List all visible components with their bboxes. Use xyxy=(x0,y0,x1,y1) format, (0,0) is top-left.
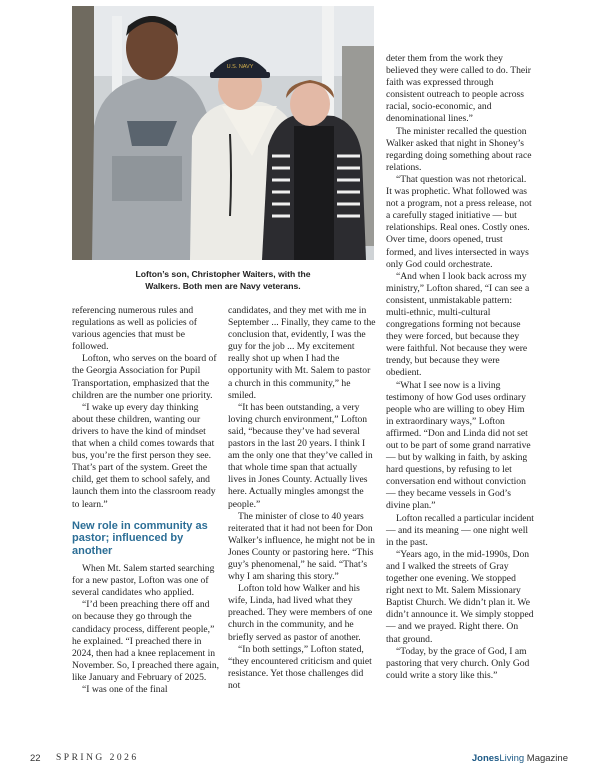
paragraph: “In both settings,” Lofton stated, “they encountered criticism and quiet resistance. Yet those challenges did not xyxy=(228,643,372,691)
paragraph: candidates, and they met with me in September ... Finally, they came to the conclusion that, evidently, I was the guy for the job ... My excitement really shot up when I had the opportunity with Mt. Salem to pastor a church in this community,” he smiled. xyxy=(228,305,376,401)
brand-magazine: Magazine xyxy=(524,753,568,764)
article-column-3 xyxy=(386,53,534,682)
paragraph: The minister of close to 40 years reiterated that it had not been for Don Walker’s influence, he might not be in Jones County or pastoring here. “This guy’s phenomenal,” he said. “That’s why I am sharing this story.” xyxy=(228,510,375,583)
cap-text: U.S. NAVY xyxy=(226,64,254,70)
paragraph: Lofton recalled a particular incident — and its meaning — one night well in the past. xyxy=(386,512,534,548)
article-column-1 xyxy=(72,305,220,696)
magazine-brand xyxy=(472,753,568,764)
paragraph: Lofton told how Walker and his wife, Linda, had lived what they preached. They were members of one church in the community, and he briefly served as pastor of another. xyxy=(228,583,373,643)
brand-jones: Jones xyxy=(471,753,500,764)
paragraph: “Today, by the grace of God, I am pastoring that very church. Only God could write a story like this.” xyxy=(386,645,530,681)
paragraph: “I’d been preaching there off and on because they go through the candidacy process, different people,” he explained. “I preached there in 2024, then had a knee replacement in November. So, I preached there again, like January and February of 2025. xyxy=(72,599,220,683)
brand-living: Living xyxy=(499,753,525,764)
caption-line-1: Lofton’s son, Christopher Waiters, with the xyxy=(135,269,311,279)
paragraph: The minister recalled the question Walker asked that night in Shoney’s regarding doing something about race relations. xyxy=(386,125,532,173)
paragraph: “What I see now is a living testimony of how God uses ordinary people who are willing to obey Him in extraordinary ways,” Lofton affirmed. “Don and Linda did not set out to be part of some grand narrative — but by walking in faith, by asking hard questions, by refusing to let conversation end without conviction — they became vessels in God’s divine plan.” xyxy=(386,379,531,512)
paragraph: referencing numerous rules and regulations as well as policies of various agencies that must be followed. xyxy=(72,305,197,353)
photo-illustration xyxy=(72,6,374,260)
paragraph: “I wake up every day thinking about these children, wanting our drivers to have the kind of mindset that when a child comes towards that bus, you’re the first person they see. That’s part of the system. Greet the child, get them to school safely, and launch them into the classroom ready to learn.” xyxy=(72,401,216,510)
article-photo xyxy=(72,6,374,260)
page-number: 22 xyxy=(30,753,41,764)
paragraph: “That question was not rhetorical. It was prophetic. What followed was not a program, not a press release, not a carefully staged initiative — but relationships. Real ones. Costly ones. Over time, doors opened, trust formed, and lives intersected in ways only God could orchestrate. xyxy=(386,173,532,270)
paragraph: deter them from the work they believed they were called to do. Their faith was expressed through consistent outreach to people across racial, socio-economic, and denominational lines.” xyxy=(386,53,532,125)
paragraph: “And when I look back across my ministry,” Lofton shared, “I can see a consistent, unmistakable pattern: multi-ethnic, multi-cultural congregations forming not because they were forced, but because they were faithful. Not because they were trendy, but because they were obedient. xyxy=(386,270,530,379)
paragraph: “It has been outstanding, a very loving church environment,” Lofton said, “because they’ve had several pastors in the last 20 years. I think I am the only one that they’ve called in that whole time span that actually lives in Jones County. Actually lives here. Actually mingles amongst the people.” xyxy=(228,401,373,510)
article-column-2 xyxy=(228,305,376,692)
section-subheading: New role in community as pastor; influenced by another xyxy=(72,519,208,557)
paragraph: When Mt. Salem started searching for a new pastor, Lofton was one of several candidates who applied. xyxy=(72,563,215,599)
photo-caption xyxy=(72,268,374,292)
paragraph: Lofton, who serves on the board of the Georgia Association for Pupil Transportation, emphasized that the children are the number one priority. xyxy=(72,353,217,401)
issue-label: SPRING 2026 xyxy=(56,753,139,763)
caption-line-2: Walkers. Both men are Navy veterans. xyxy=(145,281,301,291)
paragraph: “I was one of the final xyxy=(82,684,168,696)
paragraph: “Years ago, in the mid-1990s, Don and I walked the streets of Gray together one evening. We stopped right next to Mt. Salem Missionary Baptist Church. We didn’t plan it. We didn’t announce it. We simply stopped — and we prayed. Right there. On that ground. xyxy=(386,548,534,645)
